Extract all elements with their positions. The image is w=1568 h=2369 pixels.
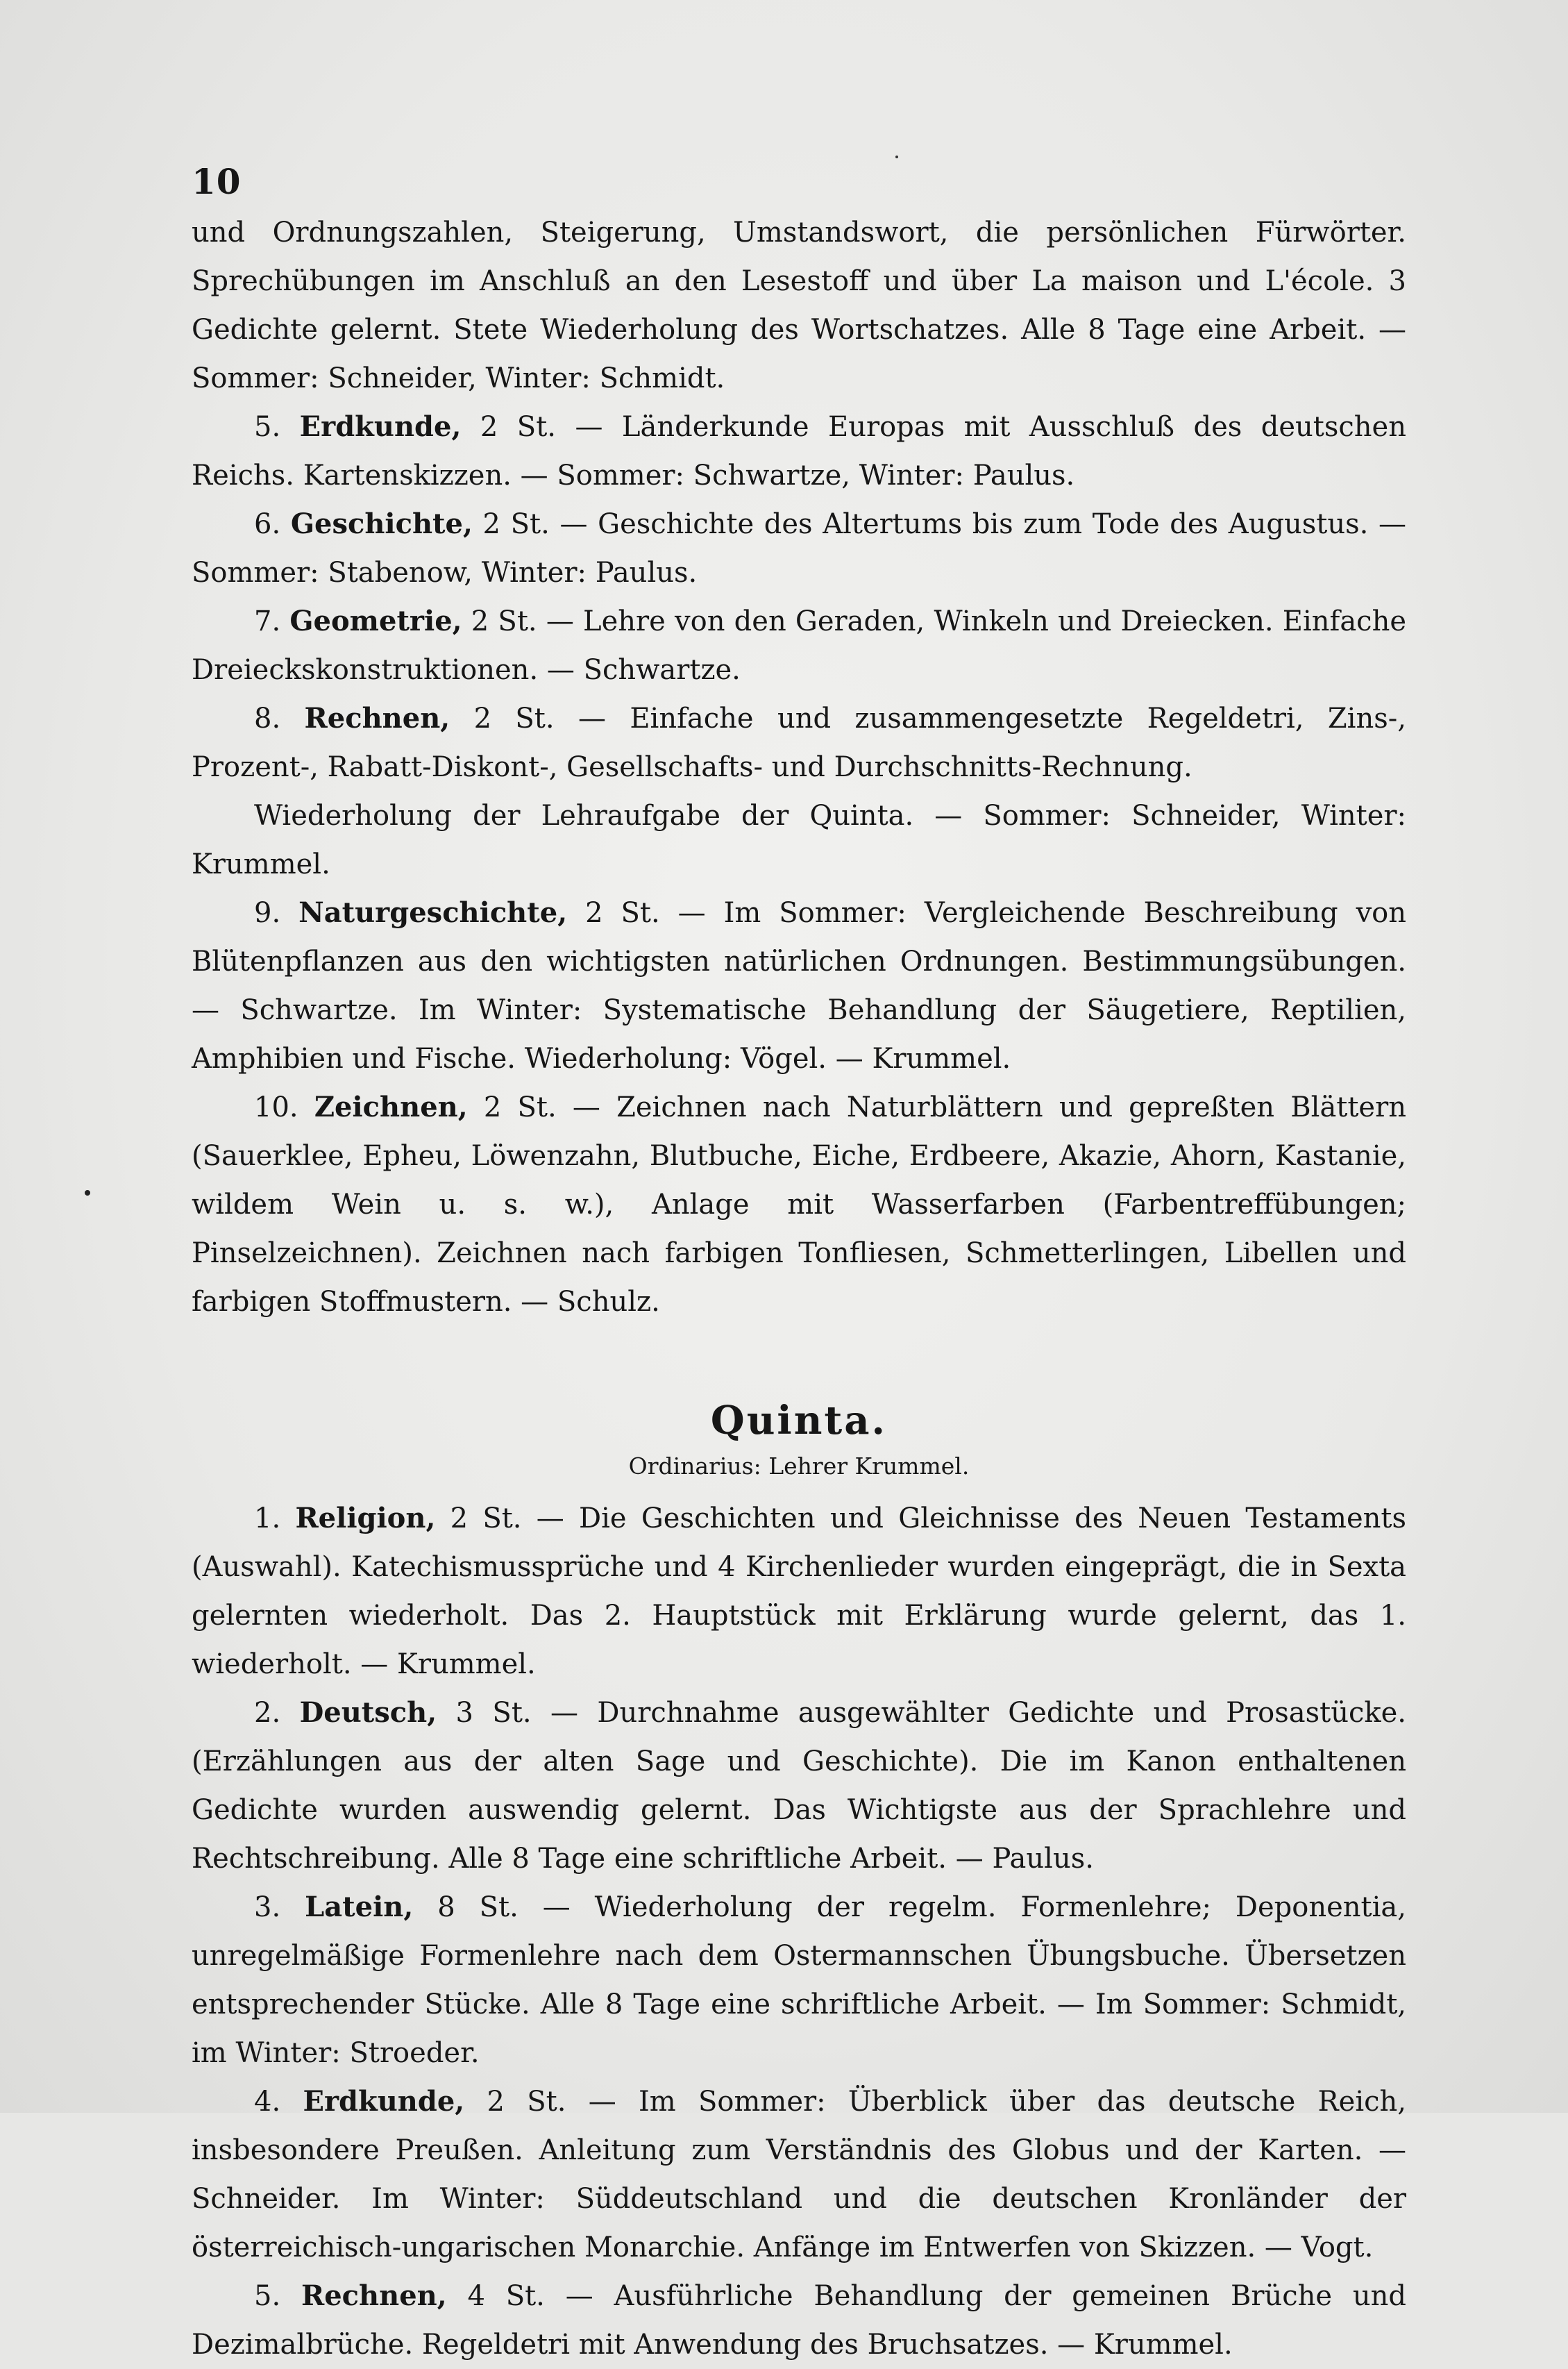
ordinarius-line: Ordinarius: Lehrer Krummel. [628, 1453, 970, 1480]
page-body [192, 208, 1406, 2369]
subject-label: Deutsch, [299, 1696, 437, 1729]
quinta-item-5: 5. Rechnen, 4 St. — Ausführliche Behandlung der gemeinen Brüche und Dezimalbrüche. Regeldetri mit Anwendung des Bruchsatzes. — Krummel. [192, 2279, 1407, 2361]
subject-label: Rechnen, [301, 2279, 447, 2312]
subject-label: Geschichte, [290, 508, 473, 540]
page-number: 10 [192, 161, 242, 202]
quinta-item-4: 4. Erdkunde, 2 St. — Im Sommer: Überblick über das deutsche Reich, insbesondere Preußen. Anleitung zum Verständnis des Globus und der Karten. — Schneider. Im Winter: Süddeutschland und die deutschen Kronländer der österreichisch-ungarischen Monarchie. Anfänge im Entwerfen von Skizzen. — Vogt. [192, 2085, 1406, 2263]
sexta-item-10: 10. Zeichnen, 2 St. — Zeichnen nach Naturblättern und gepreßten Blättern (Sauerklee, Epheu, Löwenzahn, Blutbuche, Eiche, Erdbeere, Akazie, Ahorn, Kastanie, wildem Wein u. s. w.), Anlage mit Wasserfarben (Farbentreffübungen; Pinselzeichnen). Zeichnen nach farbigen Tonfliesen, Schmetterlingen, Libellen und farbigen Stoffmustern. — Schulz. [192, 1091, 1406, 1318]
sexta-item-7: 7. Geometrie, 2 St. — Lehre von den Geraden, Winkeln und Dreiecken. Einfache Dreieckskonstruktionen. — Schwartze. [192, 605, 1407, 686]
speck-mark [895, 156, 898, 158]
continued-paragraph: und Ordnungszahlen, Steigerung, Umstandswort, die persönlichen Fürwörter. Sprechübungen im Anschluß an den Lesestoff und über La maison und L'école. 3 Gedichte gelernt. Stete Wiederholung des Wortschatzes. Alle 8 Tage eine Arbeit. — Sommer: Schneider, Winter: Schmidt. [192, 217, 1406, 394]
quinta-item-3: 3. Latein, 8 St. — Wiederholung der regelm. Formenlehre; Deponentia, unregelmäßige Formenlehre nach dem Ostermannschen Übungsbuche. Übersetzen entsprechender Stücke. Alle 8 Tage eine schriftliche Arbeit. — Im Sommer: Schmidt, im Winter: Stroeder. [192, 1891, 1406, 2069]
sexta-item-5: 5. Erdkunde, 2 St. — Länderkunde Europas mit Ausschluß des deutschen Reichs. Kartenskizzen. — Sommer: Schwartze, Winter: Paulus. [192, 410, 1406, 492]
subject-label: Geometrie, [289, 605, 462, 637]
quinta-item-2: 2. Deutsch, 3 St. — Durchnahme ausgewählter Gedichte und Prosastücke. (Erzählungen aus der alten Sage und Geschichte). Die im Kanon enthaltenen Gedichte wurden auswendig gelernt. Das Wichtigste aus der Sprachlehre und Rechtschreibung. Alle 8 Tage eine schriftliche Arbeit. — Paulus. [192, 1696, 1406, 1875]
sexta-item-9: 9. Naturgeschichte, 2 St. — Im Sommer: Vergleichende Beschreibung von Blütenpflanzen aus den wichtigsten natürlichen Ordnungen. Bestimmungsübungen. — Schwartze. Im Winter: Systematische Behandlung der Säugetiere, Reptilien, Amphibien und Fische. Wiederholung: Vögel. — Krummel. [192, 896, 1407, 1075]
quinta-item-1: 1. Religion, 2 St. — Die Geschichten und Gleichnisse des Neuen Testaments (Auswahl). Katechismussprüche und 4 Kirchenlieder wurden eingeprägt, die in Sexta gelernten wiederholt. Das 2. Hauptstück mit Erklärung wurde gelernt, das 1. wiederholt. — Krummel. [192, 1502, 1406, 1680]
ink-speck [85, 1190, 90, 1196]
subject-label: Latein, [305, 1891, 414, 1923]
wiederholung-paragraph: Wiederholung der Lehraufgabe der Quinta. — Sommer: Schneider, Winter: Krummel. [192, 800, 1406, 880]
subject-label: Religion, [295, 1502, 436, 1534]
sexta-item-6: 6. Geschichte, 2 St. — Geschichte des Altertums bis zum Tode des Augustus. — Sommer: Stabenow, Winter: Paulus. [192, 508, 1407, 589]
subject-label: Naturgeschichte, [298, 896, 568, 929]
subject-label: Zeichnen, [314, 1091, 468, 1123]
subject-label: Erdkunde, [303, 2085, 465, 2118]
subject-label: Rechnen, [304, 702, 450, 735]
sexta-item-8: 8. Rechnen, 2 St. — Einfache und zusammengesetzte Regeldetri, Zins-, Prozent-, Rabatt-Diskont-, Gesellschafts- und Durchschnitts-Rechnung. [192, 702, 1406, 783]
subject-label: Erdkunde, [299, 410, 462, 443]
section-heading-quinta: Quinta. [710, 1398, 888, 1443]
